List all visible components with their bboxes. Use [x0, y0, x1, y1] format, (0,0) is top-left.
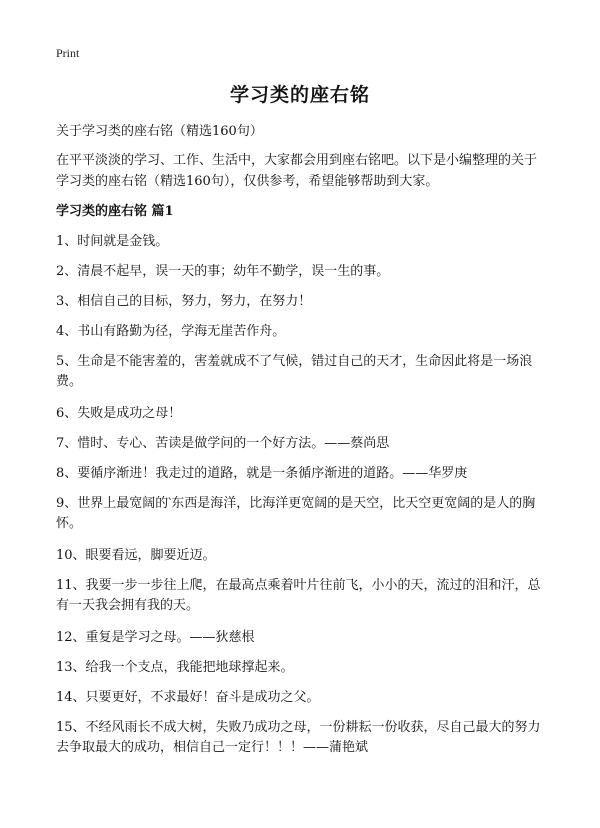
motto-item-6: 6、失败是成功之母！: [56, 406, 182, 421]
motto-item-7: 7、惜时、专心、苦读是做学问的一个好方法。——蔡尚思: [56, 436, 390, 451]
motto-item-11: 11、我要一步一步往上爬，在最高点乘着叶片往前飞，小小的天，流过的泪和汗，总有一天我会拥有我的天。: [56, 578, 541, 613]
motto-item-5: 5、生命是不能害羞的，害羞就成不了气候，错过自己的天才，生命因此将是一场浪费。: [56, 354, 533, 389]
document-title: 学习类的座右铭: [229, 84, 370, 106]
motto-item-4: 4、书山有路勤为径，学海无崖苦作舟。: [56, 324, 286, 339]
intro-paragraph: 在平平淡淡的学习、工作、生活中，大家都会用到座右铭吧。以下是小编整理的关于学习类的座右铭（精选160句），仅供参考，希望能够帮助到大家。: [56, 153, 538, 189]
motto-item-13: 13、给我一个支点，我能把地球撑起来。: [56, 660, 294, 675]
motto-item-10: 10、眼要看远，脚要近迈。: [56, 548, 216, 563]
motto-item-2: 2、清晨不起早，误一天的事；幼年不勤学，误一生的事。: [56, 264, 390, 279]
motto-item-8: 8、要循序渐进！我走过的道路，就是一条循序渐进的道路。——华罗庚: [56, 466, 468, 481]
motto-item-12: 12、重复是学习之母。——狄慈根: [56, 630, 255, 645]
print-label[interactable]: Print: [56, 46, 80, 60]
motto-item-3: 3、相信自己的目标，努力，努力，在努力！: [56, 294, 312, 309]
document-subtitle: 关于学习类的座右铭（精选160句）: [56, 124, 263, 139]
motto-item-14: 14、只要更好，不求最好！奋斗是成功之父。: [56, 690, 320, 705]
motto-item-1: 1、时间就是金钱。: [56, 234, 169, 249]
motto-list: [56, 232, 548, 770]
motto-item-9: 9、世界上最宽阔的‵东西是海洋，比海洋更宽阔的是天空，比天空更宽阔的是人的胸怀。: [56, 496, 536, 531]
motto-item-15: 15、不经风雨长不成大树，失败乃成功之母，一份耕耘一份收获，尽自己最大的努力去争取最大的成功，相信自己一定行！！！——蒲艳斌: [56, 720, 541, 755]
section-heading: 学习类的座右铭 篇1: [56, 204, 174, 219]
